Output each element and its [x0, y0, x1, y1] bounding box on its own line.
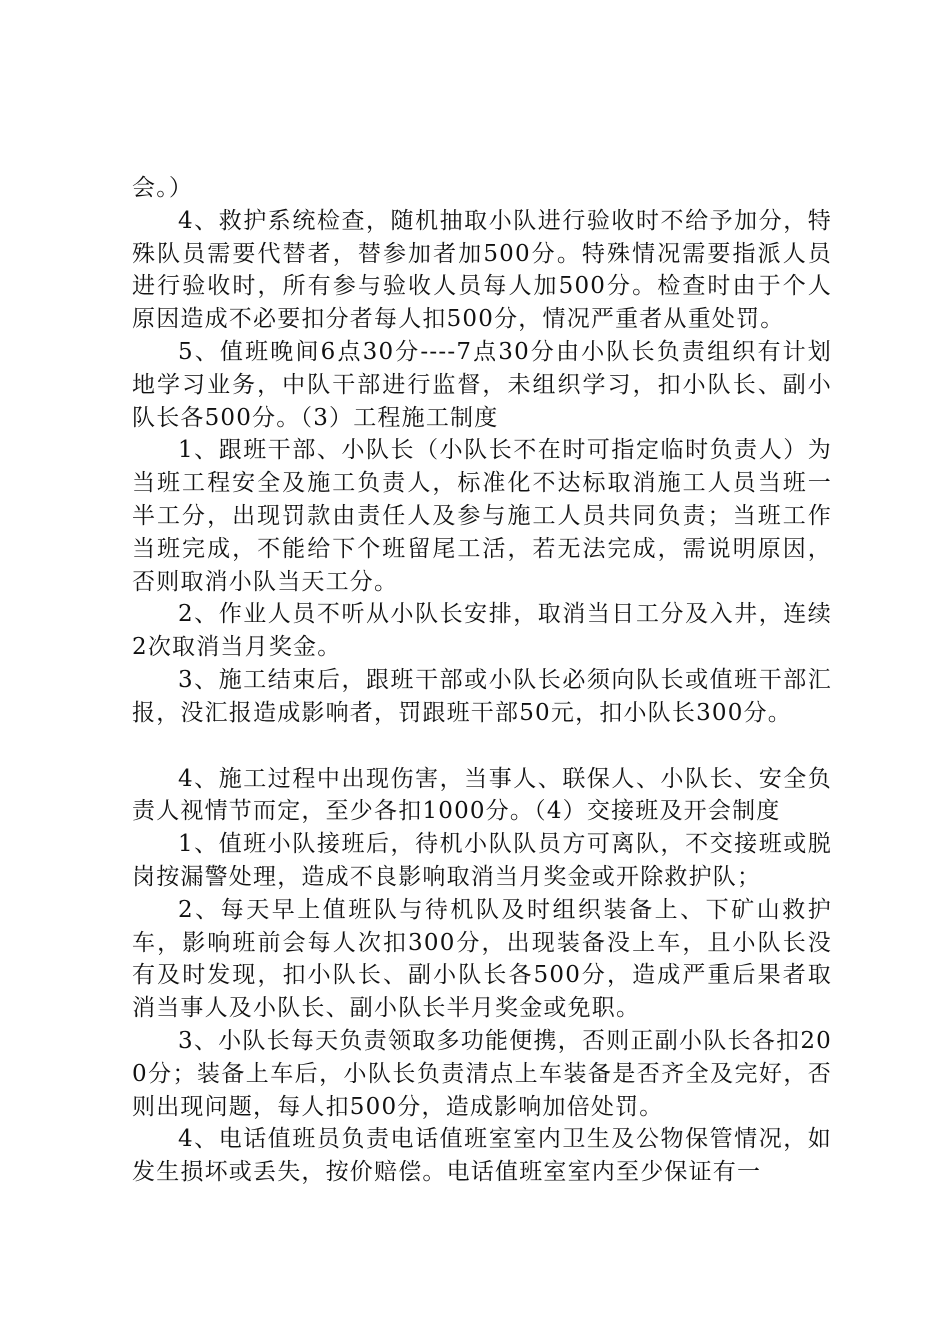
paragraph-injury-penalty: 4、施工过程中出现伤害，当事人、联保人、小队长、安全负责人视情节而定，至少各扣1000分。（4）交接班及开会制度 — [132, 765, 832, 825]
paragraph-gap — [132, 730, 832, 763]
document-body — [132, 172, 832, 1189]
paragraph-continuation: 会。） — [132, 175, 194, 201]
paragraph-construction-report: 3、施工结束后，跟班干部或小队长必须向队长或值班干部汇报，没汇报造成影响者，罚跟班干部50元，扣小队长300分。 — [132, 666, 832, 726]
paragraph-equipment-loading: 2、每天早上值班队与待机队及时组织装备上、下矿山救护车，影响班前会每人次扣300分，出现装备没上车，且小队长没有及时发现，扣小队长、副小队长各500分，造成严重后果者取消当事人及小队长、副小队长半月奖金或免职。 — [132, 896, 832, 1022]
paragraph-portable-device: 3、小队长每天负责领取多功能便携，否则正副小队长各扣200分；装备上车后，小队长负责清点上车装备是否齐全及完好，否则出现问题，每人扣500分，造成影响加倍处罚。 — [132, 1027, 832, 1120]
paragraph-rescue-system-check: 4、救护系统检查，随机抽取小队进行验收时不给予加分，特殊队员需要代替者，替参加者加500分。特殊情况需要指派人员进行验收时，所有参与验收人员每人加500分。检查时由于个人原因造成不必要扣分者每人扣500分，情况严重者从重处罚。 — [132, 207, 832, 333]
paragraph-phone-duty: 4、电话值班员负责电话值班室室内卫生及公物保管情况，如发生损坏或丢失，按价赔偿。电话值班室室内至少保证有一 — [132, 1126, 832, 1186]
paragraph-shift-handover: 1、值班小队接班后，待机小队队员方可离队，不交接班或脱岗按漏警处理，造成不良影响取消当月奖金或开除救护队； — [132, 831, 832, 890]
paragraph-worker-obedience: 2、作业人员不听从小队长安排，取消当日工分及入井，连续2次取消当月奖金。 — [132, 601, 832, 661]
paragraph-evening-study: 5、值班晚间6点30分----7点30分由小队长负责组织有计划地学习业务，中队干部进行监督，未组织学习，扣小队长、副小队长各500分。（3）工程施工制度 — [132, 338, 832, 431]
paragraph-shift-leader-responsibility: 1、跟班干部、小队长（小队长不在时可指定临时负责人）为当班工程安全及施工负责人，标准化不达标取消施工人员当班一半工分，出现罚款由责任人及参与施工人员共同负责；当班工作当班完成，不能给下个班留尾工活，若无法完成，需说明原因，否则取消小队当天工分。 — [132, 437, 832, 595]
